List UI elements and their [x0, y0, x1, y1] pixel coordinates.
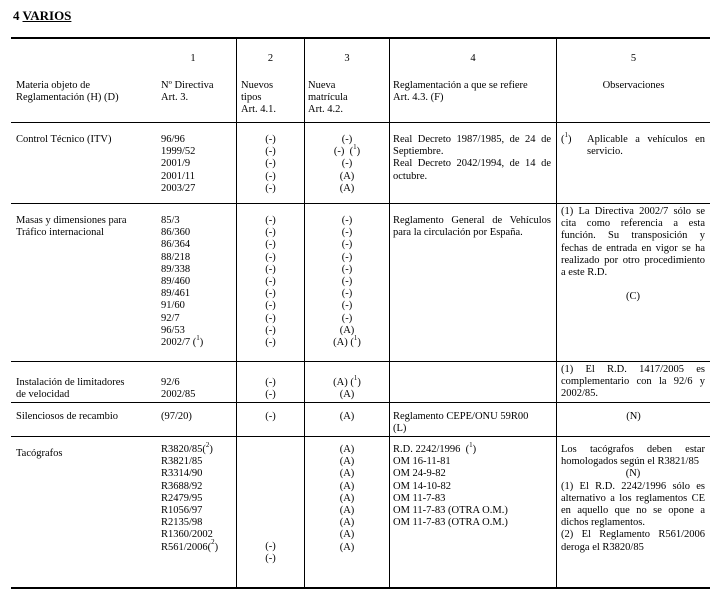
row-nuevos: (-) (-) (-) (-) (-) — [265, 134, 276, 194]
column-divider — [389, 38, 390, 588]
row-directivas: 92/6 2002/85 — [161, 377, 196, 401]
row-directivas: 85/3 86/360 86/364 88/218 89/338 89/460 89/461 91/60 92/7 96/53 2002/7 ($^1$) — [161, 215, 204, 349]
row-reglamentacion: Real Decreto 1987/1985, de 24 de Septiembre. Real Decreto 2042/1994, de 14 de octubre. — [393, 134, 551, 182]
row-nuevos: (-) — [265, 411, 276, 422]
row-observaciones: (N) — [626, 411, 641, 422]
row-divider — [11, 361, 710, 362]
col-number-1: 1 — [190, 53, 196, 64]
header-directiva: Nº Directiva Art. 3. — [161, 80, 214, 104]
col-number-5: 5 — [630, 53, 637, 64]
row-directivas: R3820/85($^2$) R3821/85 R3314/90 R3688/92 R2479/95 R1056/97 R2135/98 R1360/2002 R561/2006($^2$) — [161, 440, 219, 553]
row-observaciones: (1) El R.D. 1417/2005 es complementario con la 92/6 y 2002/85. — [561, 364, 705, 400]
row-divider — [11, 402, 710, 403]
col-number-3: 3 — [344, 53, 350, 64]
row-directivas: 96/96 1999/52 2001/9 2001/11 2003/27 — [161, 134, 196, 194]
row-nuevos: (-) (-) (-) (-) (-) (-) (-) (-) (-) (-) (-) — [265, 215, 276, 349]
table-top-border — [11, 37, 710, 39]
row-reglamentacion: Reglamento General de Vehículos para la circulación por España. — [393, 215, 551, 239]
header-materia: Materia objeto de Reglamentación (H) (D) — [16, 80, 119, 104]
row-observaciones: ($^1$) Aplicable a vehículos en servicio. — [561, 130, 705, 158]
header-nuevos-tipos: Nuevos tipos Art. 4.1. — [241, 80, 276, 116]
row-directivas: (97/20) — [161, 411, 192, 422]
row-matricula: (A) ($^1$) (A) — [333, 373, 361, 401]
row-divider — [11, 203, 710, 204]
row-reglamentacion: Reglamento CEPE/ONU 59R00 (L) — [393, 411, 529, 435]
row-matricula: (A) — [339, 411, 355, 422]
section-title-text: VARIOS — [22, 8, 72, 23]
row-observaciones: (1) La Directiva 2002/7 sólo se cita como referencia a esta función. Su transposición y fechas de entrada en vigor se ha realizado por otro procedimiento a este R.D. (C) — [561, 206, 705, 303]
header-reglamentacion: Reglamentación a que se refiere Art. 4.3. (F) — [393, 80, 528, 104]
row-nuevos: (-) (-) — [265, 541, 276, 565]
col-number-4: 4 — [470, 53, 476, 64]
row-matricula: (A) (A) (A) (A) (A) (A) (A) (A) (A) — [339, 444, 355, 553]
row-matricula: (-) (-) ($^1$) (-) (A) (A) — [333, 134, 361, 194]
row-divider — [11, 436, 710, 437]
header-divider — [11, 122, 710, 123]
column-divider — [556, 38, 557, 588]
row-observaciones: Los tacógrafos deben estar homologados según el R3821/85 (N) (1) El R.D. 2242/1996 sólo es alternativo a los reglamentos CE en aquello que no se opone a dichos reglamentos. (2) El Reglamento R561/2006 deroga el R3820/85 — [561, 444, 705, 553]
col-number-2: 2 — [267, 53, 274, 64]
row-reglamentacion: R.D. 2242/1996 ($^1$) OM 16-11-81 OM 24-9-82 OM 14-10-82 OM 11-7-83 OM 11-7-83 (OTRA O.M.) OM 11-7-83 (OTRA O.M.) — [393, 440, 508, 529]
row-materia: Instalación de limitadores de velocidad — [16, 377, 125, 401]
row-materia: Control Técnico (ITV) — [16, 134, 112, 145]
row-nuevos: (-) (-) — [265, 377, 276, 401]
row-matricula: (-) (-) (-) (-) (-) (-) (-) (-) (-) (A) (A) ($^1$) — [333, 215, 361, 349]
table-bottom-border — [11, 587, 710, 589]
header-observaciones: Observaciones — [602, 80, 665, 91]
row-materia: Silenciosos de recambio — [16, 411, 119, 422]
row-materia: Tacógrafos — [16, 448, 63, 459]
section-title: 4 VARIOS — [13, 8, 72, 23]
header-nueva-matricula: Nueva matrícula Art. 4.2. — [308, 80, 348, 116]
row-materia: Masas y dimensiones para Tráfico internacional — [16, 215, 127, 239]
